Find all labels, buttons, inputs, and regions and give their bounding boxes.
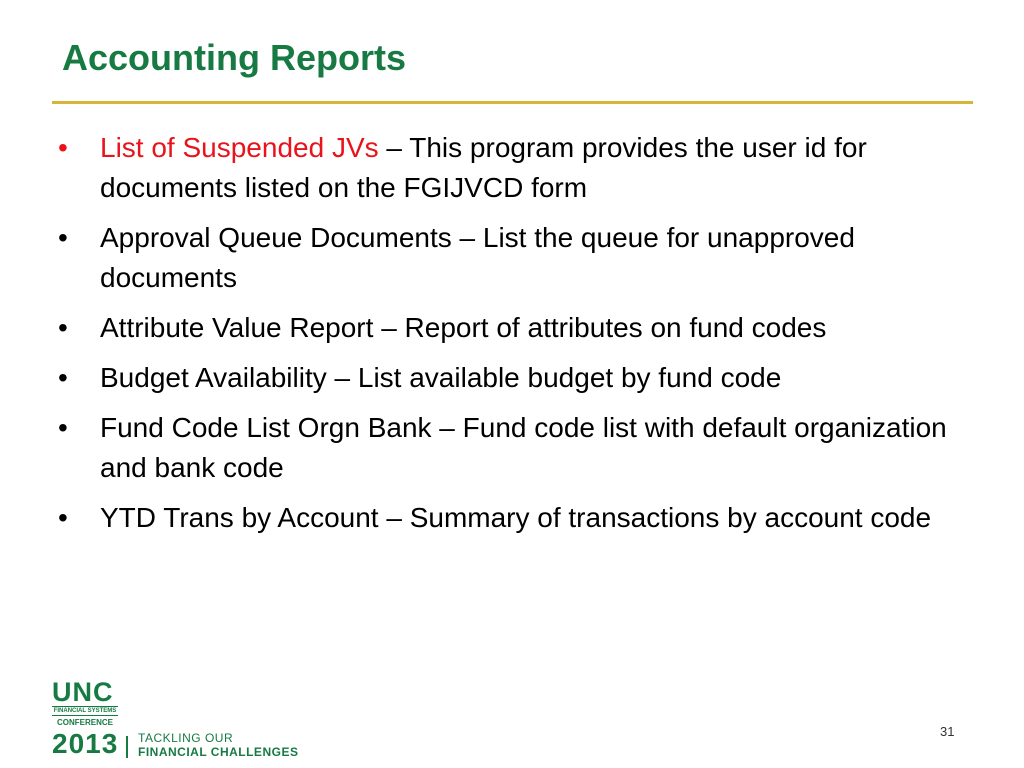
bullet-item <box>58 128 958 208</box>
bullet-text: Attribute Value Report – Report of attributes on fund codes <box>100 312 827 343</box>
page-number: 31 <box>940 724 955 739</box>
logo-tagline-line1: TACKLING OUR <box>138 731 234 745</box>
slide-title: Accounting Reports <box>62 37 407 78</box>
bullet-dot-icon: • <box>58 222 68 253</box>
title-divider <box>52 101 973 104</box>
bullet-dot-icon: • <box>58 312 68 343</box>
bullet-dot-icon: • <box>58 412 68 443</box>
bullet-text: Budget Availability – List available budget by fund code <box>100 362 782 393</box>
logo-financial-systems-text: FINANCIAL SYSTEMS <box>53 708 117 714</box>
bullet-item <box>58 498 958 538</box>
bullet-text: – This program provides the user id for documents listed on the FGIJVCD form <box>100 132 867 203</box>
bullet-dot-icon: • <box>58 502 68 533</box>
bullet-text: Fund Code List Orgn Bank – Fund code list with default organization and bank code <box>100 412 947 483</box>
logo-conference-text: CONFERENCE <box>56 718 113 727</box>
bullet-list <box>58 128 958 548</box>
bullet-text: YTD Trans by Account – Summary of transactions by account code <box>100 502 932 533</box>
bullet-dot-icon: • <box>58 362 68 393</box>
bullet-item <box>58 308 958 348</box>
bullet-text: Approval Queue Documents – List the queue for unapproved documents <box>100 222 855 293</box>
bullet-highlight: List of Suspended JVs <box>100 132 379 163</box>
conference-logo <box>52 677 299 760</box>
logo-divider <box>126 736 128 758</box>
bullet-item <box>58 218 958 298</box>
bullet-item <box>58 358 958 398</box>
logo-year-text: 2013 <box>52 728 119 759</box>
logo-tagline-line2: FINANCIAL CHALLENGES <box>138 745 299 759</box>
bullet-item <box>58 408 958 488</box>
logo-unc-text: UNC <box>52 677 114 707</box>
bullet-dot-icon: • <box>58 132 68 163</box>
